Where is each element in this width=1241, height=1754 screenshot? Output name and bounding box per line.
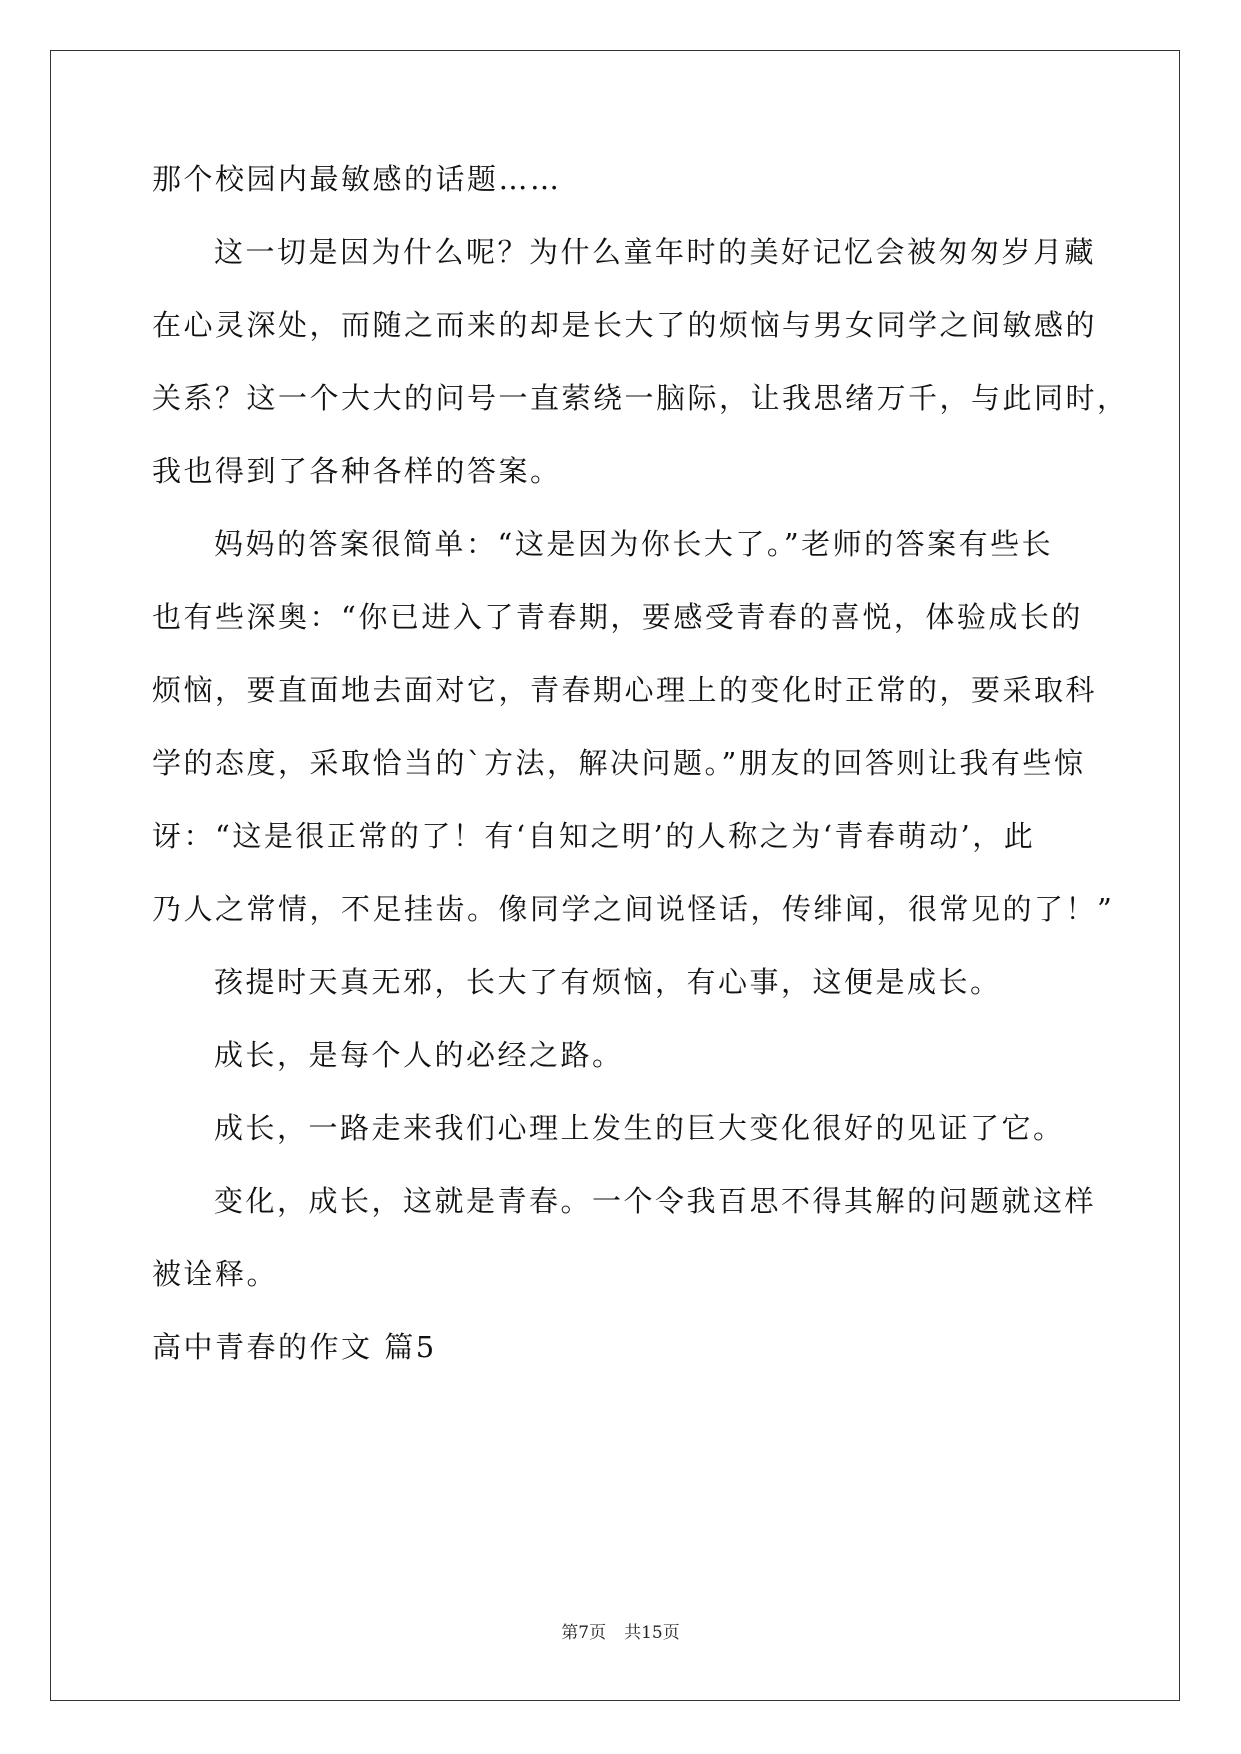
text-line: 被诠释。 — [152, 1257, 279, 1291]
page-footer — [0, 1618, 1241, 1643]
paragraph-start-line: 成长，一路走来我们心理上发生的巨大变化很好的见证了它。 — [214, 1111, 1065, 1145]
text-line: 烦恼，要直面地去面对它，青春期心理上的变化时正常的，要采取科 — [152, 673, 1098, 707]
section-heading: 高中青春的作文 篇5 — [152, 1330, 437, 1364]
text-line: 也有些深奥：“你已进入了青春期，要感受青春的喜悦，体验成长的 — [152, 600, 1083, 634]
text-line: 讶：“这是很正常的了！有‘自知之明’的人称之为‘青春萌动’，此 — [152, 819, 1036, 853]
text-line: 那个校园内最敏感的话题…… — [152, 162, 562, 196]
paragraph-start-line: 成长，是每个人的必经之路。 — [214, 1038, 624, 1072]
page-number: 第7页 — [561, 1623, 607, 1643]
paragraph-start-line: 孩提时天真无邪，长大了有烦恼，有心事，这便是成长。 — [214, 965, 1002, 999]
text-line: 我也得到了各种各样的答案。 — [152, 454, 562, 488]
text-line: 在心灵深处，而随之而来的却是长大了的烦恼与男女同学之间敏感的 — [152, 308, 1098, 342]
text-line: 学的态度，采取恰当的`方法，解决问题。”朋友的回答则让我有些惊 — [152, 746, 1086, 780]
paragraph-start-line: 妈妈的答案很简单：“这是因为你长大了。”老师的答案有些长 — [214, 527, 1054, 561]
page-total: 共15页 — [624, 1623, 680, 1643]
paragraph-start-line: 变化，成长，这就是青春。一个令我百思不得其解的问题就这样 — [214, 1184, 1097, 1218]
paragraph-start-line: 这一切是因为什么呢？为什么童年时的美好记忆会被匆匆岁月藏 — [214, 235, 1097, 269]
page-border — [50, 50, 1180, 1701]
text-line: 关系？这一个大大的问号一直萦绕一脑际，让我思绪万千，与此同时， — [152, 381, 1129, 415]
text-line: 乃人之常情，不足挂齿。像同学之间说怪话，传绯闻，很常见的了！” — [152, 892, 1115, 926]
